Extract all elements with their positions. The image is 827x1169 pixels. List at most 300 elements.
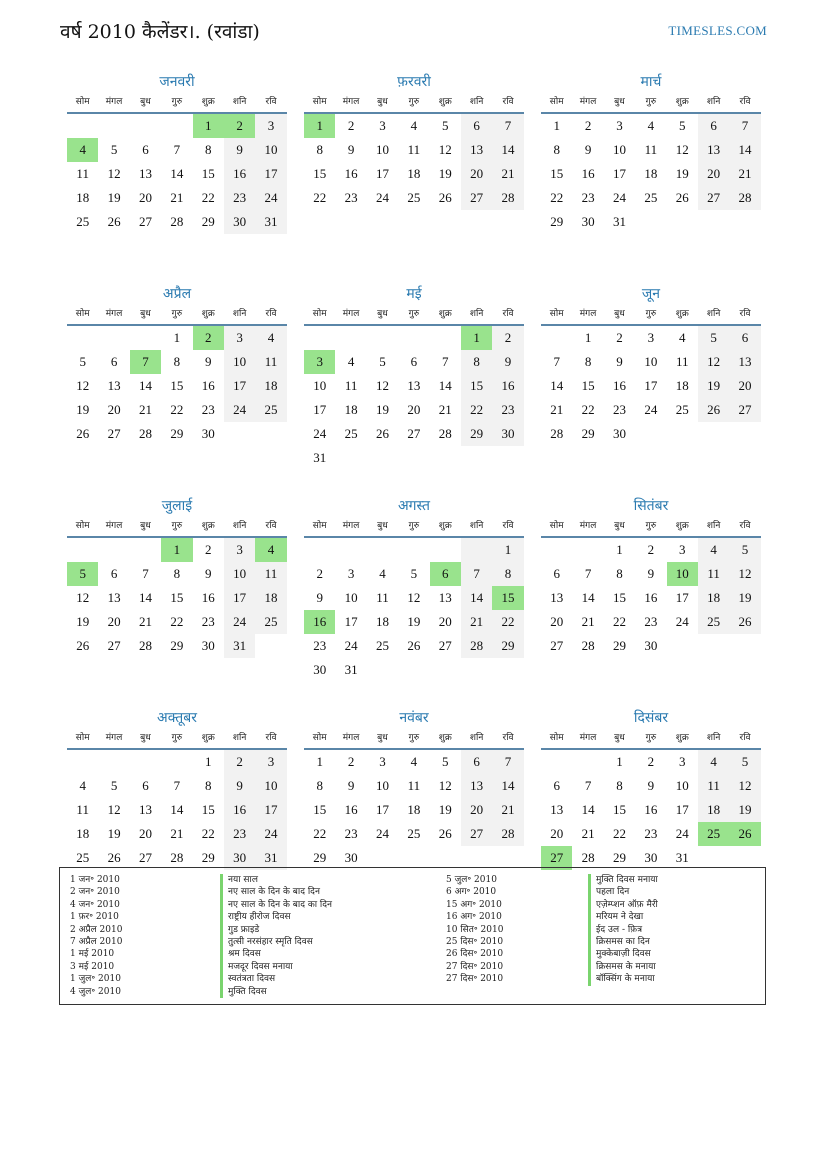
day-cell[interactable]: 10 bbox=[224, 562, 255, 586]
day-cell[interactable]: 23 bbox=[644, 826, 658, 841]
day-cell[interactable]: 25 bbox=[344, 426, 358, 441]
day-cell[interactable]: 8 bbox=[316, 142, 323, 157]
day-cell[interactable]: 14 bbox=[461, 586, 492, 610]
day-cell[interactable]: 2 bbox=[584, 118, 592, 133]
day-cell[interactable]: 13 bbox=[107, 590, 121, 605]
day-cell[interactable]: 9 bbox=[224, 774, 255, 798]
day-cell[interactable]: 15 bbox=[581, 378, 595, 393]
day-cell[interactable]: 8 bbox=[205, 142, 212, 157]
day-cell[interactable]: 6 bbox=[553, 778, 560, 793]
day-cell[interactable]: 18 bbox=[644, 166, 658, 181]
day-cell[interactable]: 2 bbox=[347, 754, 355, 769]
day-cell[interactable]: 26 bbox=[76, 426, 90, 441]
day-cell[interactable]: 10 bbox=[224, 350, 255, 374]
day-cell[interactable]: 30 bbox=[492, 422, 523, 446]
day-cell[interactable]: 27 bbox=[698, 186, 729, 210]
day-cell[interactable]: 9 bbox=[584, 142, 592, 157]
day-cell[interactable]: 1 bbox=[492, 538, 523, 562]
day-cell[interactable]: 16 bbox=[344, 802, 358, 817]
day-cell[interactable]: 9 bbox=[347, 778, 355, 793]
holiday-day-cell[interactable]: 1 bbox=[193, 114, 224, 138]
holiday-day-cell[interactable]: 2 bbox=[193, 326, 224, 350]
day-cell[interactable]: 5 bbox=[110, 778, 118, 793]
day-cell[interactable]: 9 bbox=[205, 566, 212, 581]
day-cell[interactable]: 30 bbox=[644, 850, 658, 865]
day-cell[interactable]: 13 bbox=[550, 802, 564, 817]
day-cell[interactable]: 2 bbox=[347, 118, 355, 133]
day-cell[interactable]: 11 bbox=[407, 142, 421, 157]
day-cell[interactable]: 24 bbox=[224, 610, 255, 634]
day-cell[interactable]: 22 bbox=[313, 190, 327, 205]
day-cell[interactable]: 21 bbox=[729, 162, 760, 186]
day-cell[interactable]: 5 bbox=[442, 118, 449, 133]
day-cell[interactable]: 20 bbox=[107, 402, 121, 417]
day-cell[interactable]: 28 bbox=[138, 638, 152, 653]
day-cell[interactable]: 25 bbox=[255, 398, 286, 422]
day-cell[interactable]: 3 bbox=[647, 330, 655, 345]
day-cell[interactable]: 3 bbox=[616, 118, 623, 133]
day-cell[interactable]: 21 bbox=[581, 614, 595, 629]
day-cell[interactable]: 1 bbox=[616, 754, 623, 769]
day-cell[interactable]: 2 bbox=[205, 542, 212, 557]
day-cell[interactable]: 7 bbox=[442, 354, 449, 369]
day-cell[interactable]: 5 bbox=[379, 354, 386, 369]
day-cell[interactable]: 6 bbox=[410, 354, 418, 369]
day-cell[interactable]: 19 bbox=[76, 614, 90, 629]
day-cell[interactable]: 14 bbox=[581, 802, 595, 817]
day-cell[interactable]: 29 bbox=[170, 638, 184, 653]
day-cell[interactable]: 8 bbox=[173, 354, 181, 369]
day-cell[interactable]: 3 bbox=[224, 326, 255, 350]
day-cell[interactable]: 1 bbox=[616, 542, 623, 557]
day-cell[interactable]: 6 bbox=[142, 778, 149, 793]
day-cell[interactable]: 13 bbox=[407, 378, 421, 393]
day-cell[interactable]: 9 bbox=[316, 590, 323, 605]
day-cell[interactable]: 28 bbox=[492, 186, 523, 210]
day-cell[interactable]: 21 bbox=[438, 402, 452, 417]
day-cell[interactable]: 10 bbox=[344, 590, 358, 605]
day-cell[interactable]: 17 bbox=[224, 374, 255, 398]
day-cell[interactable]: 18 bbox=[375, 614, 389, 629]
day-cell[interactable]: 8 bbox=[492, 562, 523, 586]
day-cell[interactable]: 21 bbox=[581, 826, 595, 841]
day-cell[interactable]: 12 bbox=[675, 142, 689, 157]
day-cell[interactable]: 7 bbox=[173, 778, 181, 793]
day-cell[interactable]: 22 bbox=[313, 826, 327, 841]
day-cell[interactable]: 24 bbox=[344, 638, 358, 653]
day-cell[interactable]: 7 bbox=[553, 354, 560, 369]
day-cell[interactable]: 29 bbox=[581, 426, 595, 441]
day-cell[interactable]: 22 bbox=[201, 826, 215, 841]
day-cell[interactable]: 23 bbox=[581, 190, 595, 205]
holiday-day-cell[interactable]: 4 bbox=[67, 138, 98, 162]
day-cell[interactable]: 27 bbox=[461, 822, 492, 846]
day-cell[interactable]: 28 bbox=[550, 426, 564, 441]
day-cell[interactable]: 21 bbox=[138, 614, 152, 629]
day-cell[interactable]: 19 bbox=[438, 166, 452, 181]
day-cell[interactable]: 1 bbox=[205, 754, 212, 769]
day-cell[interactable]: 1 bbox=[553, 118, 560, 133]
day-cell[interactable]: 1 bbox=[316, 754, 323, 769]
day-cell[interactable]: 21 bbox=[492, 798, 523, 822]
holiday-day-cell[interactable]: 10 bbox=[667, 562, 698, 586]
day-cell[interactable]: 17 bbox=[224, 586, 255, 610]
day-cell[interactable]: 21 bbox=[461, 610, 492, 634]
day-cell[interactable]: 31 bbox=[675, 850, 689, 865]
holiday-day-cell[interactable]: 25 bbox=[698, 822, 729, 846]
day-cell[interactable]: 30 bbox=[313, 662, 327, 677]
day-cell[interactable]: 24 bbox=[224, 398, 255, 422]
day-cell[interactable]: 6 bbox=[729, 326, 760, 350]
day-cell[interactable]: 5 bbox=[679, 118, 686, 133]
day-cell[interactable]: 27 bbox=[107, 426, 121, 441]
day-cell[interactable]: 13 bbox=[550, 590, 564, 605]
day-cell[interactable]: 3 bbox=[255, 114, 286, 138]
day-cell[interactable]: 24 bbox=[313, 426, 327, 441]
day-cell[interactable]: 13 bbox=[698, 138, 729, 162]
day-cell[interactable]: 19 bbox=[729, 798, 760, 822]
day-cell[interactable]: 7 bbox=[461, 562, 492, 586]
holiday-day-cell[interactable]: 6 bbox=[430, 562, 461, 586]
day-cell[interactable]: 5 bbox=[729, 750, 760, 774]
day-cell[interactable]: 6 bbox=[110, 566, 118, 581]
day-cell[interactable]: 22 bbox=[201, 190, 215, 205]
day-cell[interactable]: 16 bbox=[344, 166, 358, 181]
day-cell[interactable]: 4 bbox=[679, 330, 686, 345]
day-cell[interactable]: 28 bbox=[461, 634, 492, 658]
day-cell[interactable]: 19 bbox=[76, 402, 90, 417]
day-cell[interactable]: 9 bbox=[347, 142, 355, 157]
day-cell[interactable]: 22 bbox=[492, 610, 523, 634]
day-cell[interactable]: 20 bbox=[698, 162, 729, 186]
day-cell[interactable]: 24 bbox=[644, 402, 658, 417]
day-cell[interactable]: 30 bbox=[612, 426, 626, 441]
day-cell[interactable]: 19 bbox=[698, 374, 729, 398]
day-cell[interactable]: 26 bbox=[438, 190, 452, 205]
day-cell[interactable]: 19 bbox=[675, 166, 689, 181]
day-cell[interactable]: 17 bbox=[255, 162, 286, 186]
day-cell[interactable]: 4 bbox=[410, 754, 418, 769]
day-cell[interactable]: 27 bbox=[438, 638, 452, 653]
day-cell[interactable]: 13 bbox=[461, 138, 492, 162]
day-cell[interactable]: 15 bbox=[201, 802, 215, 817]
day-cell[interactable]: 28 bbox=[581, 638, 595, 653]
day-cell[interactable]: 18 bbox=[255, 586, 286, 610]
day-cell[interactable]: 17 bbox=[375, 802, 389, 817]
day-cell[interactable]: 15 bbox=[612, 590, 626, 605]
day-cell[interactable]: 7 bbox=[584, 778, 592, 793]
day-cell[interactable]: 3 bbox=[255, 750, 286, 774]
day-cell[interactable]: 8 bbox=[553, 142, 560, 157]
day-cell[interactable]: 25 bbox=[255, 610, 286, 634]
holiday-day-cell[interactable]: 5 bbox=[67, 562, 98, 586]
day-cell[interactable]: 8 bbox=[316, 778, 323, 793]
day-cell[interactable]: 28 bbox=[729, 186, 760, 210]
day-cell[interactable]: 17 bbox=[612, 166, 626, 181]
day-cell[interactable]: 16 bbox=[224, 162, 255, 186]
day-cell[interactable]: 29 bbox=[612, 850, 626, 865]
day-cell[interactable]: 23 bbox=[313, 638, 327, 653]
day-cell[interactable]: 28 bbox=[170, 850, 184, 865]
day-cell[interactable]: 16 bbox=[612, 378, 626, 393]
day-cell[interactable]: 11 bbox=[344, 378, 358, 393]
day-cell[interactable]: 31 bbox=[255, 846, 286, 870]
day-cell[interactable]: 25 bbox=[375, 638, 389, 653]
day-cell[interactable]: 23 bbox=[612, 402, 626, 417]
day-cell[interactable]: 27 bbox=[729, 398, 760, 422]
day-cell[interactable]: 14 bbox=[729, 138, 760, 162]
day-cell[interactable]: 14 bbox=[438, 378, 452, 393]
day-cell[interactable]: 13 bbox=[138, 802, 152, 817]
day-cell[interactable]: 31 bbox=[255, 210, 286, 234]
day-cell[interactable]: 15 bbox=[170, 590, 184, 605]
day-cell[interactable]: 12 bbox=[438, 778, 452, 793]
day-cell[interactable]: 21 bbox=[550, 402, 564, 417]
day-cell[interactable]: 1 bbox=[584, 330, 592, 345]
day-cell[interactable]: 9 bbox=[647, 778, 655, 793]
day-cell[interactable]: 15 bbox=[550, 166, 564, 181]
day-cell[interactable]: 4 bbox=[698, 538, 729, 562]
day-cell[interactable]: 23 bbox=[344, 190, 358, 205]
day-cell[interactable]: 10 bbox=[255, 774, 286, 798]
day-cell[interactable]: 14 bbox=[550, 378, 564, 393]
day-cell[interactable]: 17 bbox=[313, 402, 327, 417]
day-cell[interactable]: 13 bbox=[729, 350, 760, 374]
day-cell[interactable]: 14 bbox=[492, 774, 523, 798]
day-cell[interactable]: 26 bbox=[107, 850, 121, 865]
day-cell[interactable]: 6 bbox=[142, 142, 149, 157]
day-cell[interactable]: 29 bbox=[170, 426, 184, 441]
day-cell[interactable]: 28 bbox=[138, 426, 152, 441]
day-cell[interactable]: 18 bbox=[407, 802, 421, 817]
day-cell[interactable]: 18 bbox=[76, 190, 90, 205]
day-cell[interactable]: 9 bbox=[647, 566, 655, 581]
day-cell[interactable]: 12 bbox=[698, 350, 729, 374]
day-cell[interactable]: 18 bbox=[344, 402, 358, 417]
day-cell[interactable]: 15 bbox=[313, 802, 327, 817]
day-cell[interactable]: 23 bbox=[201, 402, 215, 417]
day-cell[interactable]: 20 bbox=[550, 826, 564, 841]
day-cell[interactable]: 14 bbox=[170, 166, 184, 181]
day-cell[interactable]: 8 bbox=[173, 566, 181, 581]
day-cell[interactable]: 3 bbox=[347, 566, 355, 581]
day-cell[interactable]: 26 bbox=[407, 638, 421, 653]
day-cell[interactable]: 18 bbox=[698, 798, 729, 822]
day-cell[interactable]: 29 bbox=[201, 850, 215, 865]
day-cell[interactable]: 10 bbox=[375, 778, 389, 793]
day-cell[interactable]: 19 bbox=[375, 402, 389, 417]
day-cell[interactable]: 14 bbox=[170, 802, 184, 817]
day-cell[interactable]: 16 bbox=[581, 166, 595, 181]
day-cell[interactable]: 20 bbox=[729, 374, 760, 398]
day-cell[interactable]: 2 bbox=[616, 330, 623, 345]
day-cell[interactable]: 25 bbox=[698, 610, 729, 634]
day-cell[interactable]: 26 bbox=[375, 426, 389, 441]
day-cell[interactable]: 27 bbox=[407, 426, 421, 441]
day-cell[interactable]: 19 bbox=[438, 802, 452, 817]
day-cell[interactable]: 20 bbox=[438, 614, 452, 629]
day-cell[interactable]: 17 bbox=[675, 590, 689, 605]
day-cell[interactable]: 25 bbox=[76, 214, 90, 229]
holiday-day-cell[interactable]: 27 bbox=[541, 846, 572, 870]
day-cell[interactable]: 26 bbox=[698, 398, 729, 422]
day-cell[interactable]: 24 bbox=[675, 614, 689, 629]
day-cell[interactable]: 22 bbox=[612, 826, 626, 841]
day-cell[interactable]: 11 bbox=[407, 778, 421, 793]
day-cell[interactable]: 10 bbox=[375, 142, 389, 157]
day-cell[interactable]: 25 bbox=[675, 402, 689, 417]
day-cell[interactable]: 5 bbox=[442, 754, 449, 769]
day-cell[interactable]: 12 bbox=[107, 802, 121, 817]
day-cell[interactable]: 12 bbox=[729, 562, 760, 586]
day-cell[interactable]: 6 bbox=[553, 566, 560, 581]
day-cell[interactable]: 27 bbox=[138, 214, 152, 229]
day-cell[interactable]: 9 bbox=[205, 354, 212, 369]
day-cell[interactable]: 4 bbox=[255, 326, 286, 350]
day-cell[interactable]: 26 bbox=[107, 214, 121, 229]
day-cell[interactable]: 15 bbox=[201, 166, 215, 181]
day-cell[interactable]: 5 bbox=[110, 142, 118, 157]
day-cell[interactable]: 5 bbox=[79, 354, 86, 369]
day-cell[interactable]: 12 bbox=[729, 774, 760, 798]
day-cell[interactable]: 2 bbox=[492, 326, 523, 350]
day-cell[interactable]: 5 bbox=[729, 538, 760, 562]
day-cell[interactable]: 11 bbox=[255, 562, 286, 586]
day-cell[interactable]: 28 bbox=[438, 426, 452, 441]
day-cell[interactable]: 30 bbox=[644, 638, 658, 653]
day-cell[interactable]: 7 bbox=[142, 566, 149, 581]
holiday-day-cell[interactable]: 3 bbox=[304, 350, 335, 374]
day-cell[interactable]: 19 bbox=[407, 614, 421, 629]
day-cell[interactable]: 18 bbox=[255, 374, 286, 398]
day-cell[interactable]: 12 bbox=[438, 142, 452, 157]
day-cell[interactable]: 28 bbox=[492, 822, 523, 846]
day-cell[interactable]: 30 bbox=[581, 214, 595, 229]
day-cell[interactable]: 8 bbox=[205, 778, 212, 793]
day-cell[interactable]: 15 bbox=[461, 374, 492, 398]
day-cell[interactable]: 9 bbox=[492, 350, 523, 374]
day-cell[interactable]: 20 bbox=[138, 190, 152, 205]
day-cell[interactable]: 18 bbox=[407, 166, 421, 181]
day-cell[interactable]: 30 bbox=[344, 850, 358, 865]
day-cell[interactable]: 27 bbox=[550, 638, 564, 653]
day-cell[interactable]: 11 bbox=[644, 142, 658, 157]
day-cell[interactable]: 4 bbox=[647, 118, 655, 133]
day-cell[interactable]: 25 bbox=[644, 190, 658, 205]
day-cell[interactable]: 2 bbox=[224, 750, 255, 774]
day-cell[interactable]: 29 bbox=[313, 850, 327, 865]
day-cell[interactable]: 15 bbox=[612, 802, 626, 817]
day-cell[interactable]: 14 bbox=[581, 590, 595, 605]
day-cell[interactable]: 21 bbox=[138, 402, 152, 417]
day-cell[interactable]: 23 bbox=[201, 614, 215, 629]
brand-link[interactable]: TIMESLES.COM bbox=[668, 23, 767, 38]
day-cell[interactable]: 11 bbox=[675, 354, 689, 369]
day-cell[interactable]: 10 bbox=[644, 354, 658, 369]
day-cell[interactable]: 17 bbox=[255, 798, 286, 822]
day-cell[interactable]: 4 bbox=[698, 750, 729, 774]
day-cell[interactable]: 25 bbox=[407, 190, 421, 205]
day-cell[interactable]: 24 bbox=[612, 190, 626, 205]
day-cell[interactable]: 26 bbox=[76, 638, 90, 653]
day-cell[interactable]: 14 bbox=[492, 138, 523, 162]
day-cell[interactable]: 13 bbox=[438, 590, 452, 605]
day-cell[interactable]: 16 bbox=[644, 590, 658, 605]
day-cell[interactable]: 17 bbox=[375, 166, 389, 181]
day-cell[interactable]: 8 bbox=[616, 566, 623, 581]
day-cell[interactable]: 19 bbox=[107, 826, 121, 841]
day-cell[interactable]: 11 bbox=[76, 166, 89, 181]
day-cell[interactable]: 10 bbox=[612, 142, 626, 157]
day-cell[interactable]: 8 bbox=[584, 354, 592, 369]
day-cell[interactable]: 24 bbox=[255, 822, 286, 846]
day-cell[interactable]: 10 bbox=[675, 778, 689, 793]
day-cell[interactable]: 6 bbox=[461, 114, 492, 138]
day-cell[interactable]: 9 bbox=[616, 354, 623, 369]
day-cell[interactable]: 27 bbox=[138, 850, 152, 865]
day-cell[interactable]: 11 bbox=[698, 562, 729, 586]
day-cell[interactable]: 20 bbox=[550, 614, 564, 629]
day-cell[interactable]: 7 bbox=[492, 750, 523, 774]
day-cell[interactable]: 2 bbox=[647, 754, 655, 769]
holiday-day-cell[interactable]: 1 bbox=[461, 326, 492, 350]
holiday-day-cell[interactable]: 15 bbox=[492, 586, 523, 610]
day-cell[interactable]: 13 bbox=[461, 774, 492, 798]
holiday-day-cell[interactable]: 16 bbox=[304, 610, 335, 634]
day-cell[interactable]: 21 bbox=[170, 190, 184, 205]
day-cell[interactable]: 13 bbox=[107, 378, 121, 393]
day-cell[interactable]: 18 bbox=[698, 586, 729, 610]
day-cell[interactable]: 28 bbox=[581, 850, 595, 865]
day-cell[interactable]: 31 bbox=[612, 214, 626, 229]
holiday-day-cell[interactable]: 1 bbox=[161, 538, 192, 562]
day-cell[interactable]: 31 bbox=[224, 634, 255, 658]
day-cell[interactable]: 6 bbox=[110, 354, 118, 369]
day-cell[interactable]: 29 bbox=[492, 634, 523, 658]
day-cell[interactable]: 8 bbox=[461, 350, 492, 374]
day-cell[interactable]: 23 bbox=[492, 398, 523, 422]
day-cell[interactable]: 17 bbox=[675, 802, 689, 817]
day-cell[interactable]: 3 bbox=[379, 754, 386, 769]
day-cell[interactable]: 2 bbox=[647, 542, 655, 557]
day-cell[interactable]: 20 bbox=[461, 798, 492, 822]
day-cell[interactable]: 11 bbox=[698, 774, 729, 798]
day-cell[interactable]: 22 bbox=[581, 402, 595, 417]
day-cell[interactable]: 26 bbox=[675, 190, 689, 205]
day-cell[interactable]: 16 bbox=[201, 590, 215, 605]
day-cell[interactable]: 22 bbox=[461, 398, 492, 422]
day-cell[interactable]: 1 bbox=[173, 330, 181, 345]
day-cell[interactable]: 24 bbox=[375, 190, 389, 205]
day-cell[interactable]: 24 bbox=[675, 826, 689, 841]
day-cell[interactable]: 29 bbox=[461, 422, 492, 446]
day-cell[interactable]: 28 bbox=[170, 214, 184, 229]
day-cell[interactable]: 23 bbox=[644, 614, 658, 629]
day-cell[interactable]: 16 bbox=[201, 378, 215, 393]
day-cell[interactable]: 29 bbox=[550, 214, 564, 229]
day-cell[interactable]: 21 bbox=[170, 826, 184, 841]
day-cell[interactable]: 2 bbox=[316, 566, 323, 581]
day-cell[interactable]: 22 bbox=[170, 614, 184, 629]
day-cell[interactable]: 8 bbox=[616, 778, 623, 793]
day-cell[interactable]: 30 bbox=[201, 638, 215, 653]
day-cell[interactable]: 13 bbox=[138, 166, 152, 181]
day-cell[interactable]: 12 bbox=[375, 378, 389, 393]
day-cell[interactable]: 3 bbox=[679, 754, 686, 769]
day-cell[interactable]: 19 bbox=[107, 190, 121, 205]
day-cell[interactable]: 4 bbox=[379, 566, 386, 581]
day-cell[interactable]: 23 bbox=[224, 186, 255, 210]
